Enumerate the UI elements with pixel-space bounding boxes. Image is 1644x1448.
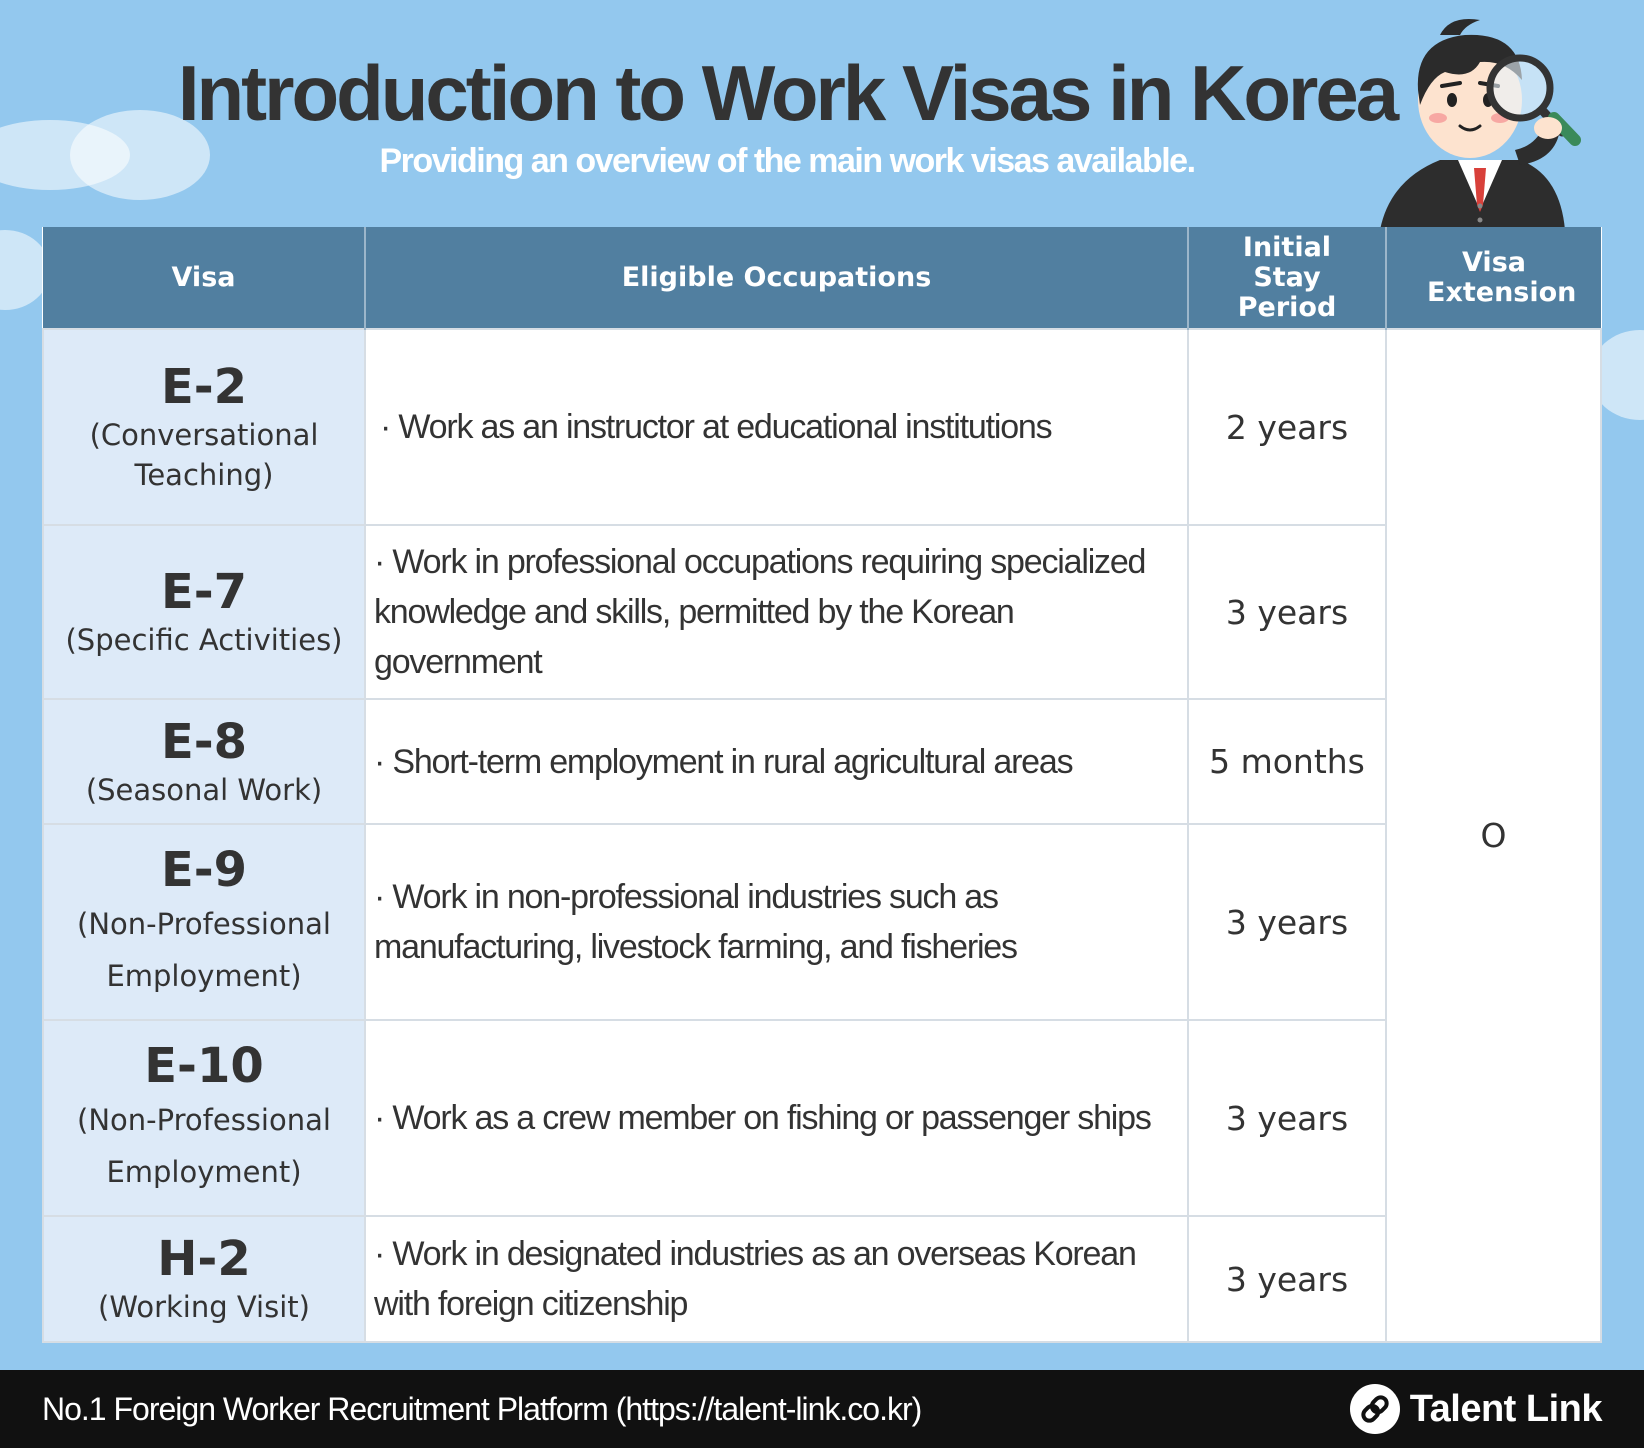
period-cell: 3 years	[1188, 1216, 1386, 1342]
visa-cell	[43, 525, 365, 699]
visa-code: H-2	[157, 1231, 251, 1287]
column-header-initial-stay-period: Initial Stay Period	[1188, 227, 1386, 329]
footer-text: No.1 Foreign Worker Recruitment Platform (https://talent-link.co.kr)	[42, 1391, 922, 1427]
visa-name: (Non-Professional Employment)	[77, 907, 331, 993]
table-row	[43, 525, 1601, 699]
table-row	[43, 329, 1601, 525]
footer-bar	[0, 1370, 1644, 1448]
businessman-magnifier-illustration	[1370, 10, 1600, 230]
column-header-eligible-occupations: Eligible Occupations	[365, 227, 1188, 329]
column-header-visa: Visa	[43, 227, 365, 329]
period-cell: 3 years	[1188, 824, 1386, 1020]
table-row	[43, 699, 1601, 824]
occupation-cell: · Work in non-professional industries such as manufacturing, livestock farming, and fisheries	[365, 824, 1188, 1020]
table-row	[43, 1216, 1601, 1342]
brand-logo-group[interactable]	[1350, 1384, 1602, 1434]
visa-name: (Specific Activities)	[65, 623, 343, 657]
occupation-cell: · Work as an instructor at educational institutions	[365, 329, 1188, 525]
visa-code: E-2	[160, 359, 248, 415]
occupation-cell: · Short-term employment in rural agricultural areas	[365, 699, 1188, 824]
table-row	[43, 1020, 1601, 1216]
visa-cell	[43, 1020, 365, 1216]
visa-code: E-7	[160, 564, 248, 620]
brand-name: Talent Link	[1409, 1387, 1602, 1430]
visa-cell	[43, 699, 365, 824]
period-cell: 5 months	[1188, 699, 1386, 824]
visa-extension-cell: O	[1386, 329, 1601, 1342]
visa-code: E-9	[160, 842, 248, 898]
visa-code: E-8	[160, 713, 248, 770]
visa-cell	[43, 824, 365, 1020]
column-header-visa-extension: Visa Extension	[1386, 227, 1601, 329]
period-cell: 3 years	[1188, 1020, 1386, 1216]
visa-code: E-10	[144, 1038, 264, 1094]
visa-cell	[43, 1216, 365, 1342]
occupation-cell: · Work in designated industries as an overseas Korean with foreign citizenship	[365, 1216, 1188, 1342]
occupation-cell: · Work as a crew member on fishing or passenger ships	[365, 1020, 1188, 1216]
chain-link-icon	[1350, 1384, 1400, 1434]
table-header-row	[43, 227, 1601, 329]
visa-name: (Seasonal Work)	[85, 772, 323, 807]
visa-name: (Non-Professional Employment)	[77, 1103, 331, 1189]
visa-name: (Working Visit)	[98, 1290, 310, 1324]
table-row	[43, 824, 1601, 1020]
visa-cell	[43, 329, 365, 525]
visa-name: (Conversational Teaching)	[89, 418, 319, 492]
period-cell: 3 years	[1188, 525, 1386, 699]
page-title: Introduction to Work Visas in Korea	[177, 49, 1397, 137]
visa-table	[42, 227, 1602, 1343]
page-subtitle: Providing an overview of the main work visas available.	[379, 142, 1195, 180]
period-cell: 2 years	[1188, 329, 1386, 525]
occupation-cell: · Work in professional occupations requiring specialized knowledge and skills, permitted by the Korean government	[365, 525, 1188, 699]
